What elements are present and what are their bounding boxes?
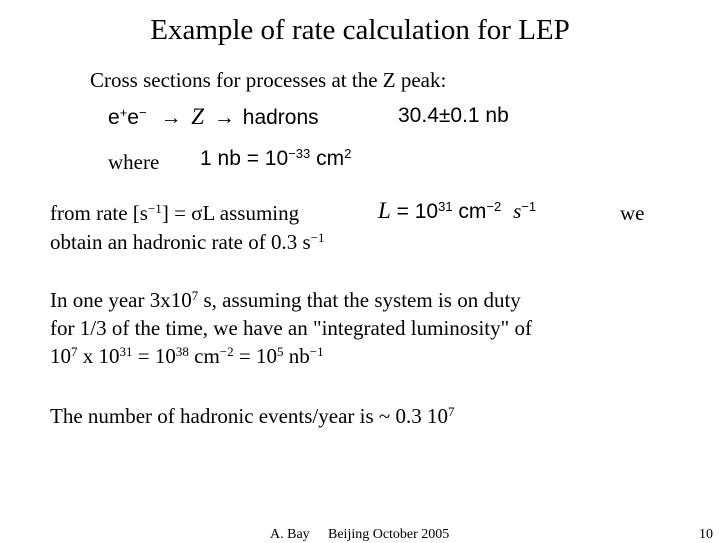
electron-symbol: e <box>127 106 139 129</box>
line3-e: = 10 <box>233 344 277 368</box>
footer-event: Beijing October 2005 <box>328 527 450 542</box>
paragraph-line-1 <box>50 288 521 313</box>
lumi-seconds: s <box>513 199 522 223</box>
hadronic-rate-text <box>50 230 325 255</box>
negative-charge: − <box>138 104 147 120</box>
footer-author: A. Bay <box>270 527 310 542</box>
line3-sup2: 31 <box>119 343 133 359</box>
lumi-exponent: 31 <box>438 198 453 214</box>
we-text: we <box>620 201 645 225</box>
electron-symbol: e <box>108 106 120 129</box>
paragraph-line-3 <box>50 344 324 369</box>
page-number: 10 <box>699 527 713 542</box>
rate-relation: ] = σL assuming <box>161 201 300 225</box>
events-text: The number of hadronic events/year is ~ 0.3 10 <box>50 404 448 428</box>
lumi-equals: = 10 <box>390 200 439 223</box>
line3-sup1: 7 <box>71 343 78 359</box>
line3-f: nb <box>283 344 310 368</box>
rate-text: from rate [s <box>50 201 148 225</box>
rate-exponent: −1 <box>147 200 162 216</box>
hadronic-rate-body: obtain an hadronic rate of 0.3 s <box>50 230 311 254</box>
line1-sup: 7 <box>191 287 199 303</box>
rate-line <box>50 201 299 226</box>
events-per-year <box>50 404 455 429</box>
luminosity-formula <box>378 198 536 224</box>
hadronic-rate-exponent: −1 <box>310 229 325 245</box>
nb-unit-exponent: 2 <box>344 145 352 161</box>
paragraph-line-2: for 1/3 of the time, we have an "integrated luminosity" of <box>50 316 532 340</box>
line3-b: x 10 <box>77 344 120 368</box>
arrow-icon: → <box>160 106 182 129</box>
nb-lhs: 1 nb = 10 <box>200 147 289 170</box>
nb-unit: cm <box>310 147 345 170</box>
line3-sup6: −1 <box>309 343 324 359</box>
line3-a: 10 <box>50 344 71 368</box>
intro-text: Cross sections for processes at the Z peak: <box>90 68 447 92</box>
arrow-icon: → <box>213 106 235 129</box>
line3-sup5: 5 <box>277 343 284 359</box>
line1-a: In one year 3x10 <box>50 288 192 312</box>
line3-d: cm <box>188 344 220 368</box>
line3-c: = 10 <box>132 344 176 368</box>
events-exponent: 7 <box>448 403 455 419</box>
lumi-cm: cm <box>452 200 487 223</box>
line3-sup4: −2 <box>219 343 234 359</box>
luminosity-symbol: L <box>378 198 391 223</box>
lumi-seconds-exponent: −1 <box>521 198 537 214</box>
hadrons-label: hadrons <box>242 106 319 129</box>
nb-exponent: −33 <box>288 145 311 161</box>
nanobarn-definition <box>200 147 351 171</box>
cross-section-value: 30.4±0.1 nb <box>398 104 509 127</box>
z-boson-symbol: Z <box>191 104 205 129</box>
line1-b: s, assuming that the system is on duty <box>198 288 521 312</box>
positive-charge: + <box>119 104 128 120</box>
lumi-cm-exponent: −2 <box>486 198 502 214</box>
line3-sup3: 38 <box>175 343 189 359</box>
where-label: where <box>108 150 160 174</box>
reaction-formula <box>108 104 319 130</box>
slide-title: Example of rate calculation for LEP <box>150 14 570 46</box>
